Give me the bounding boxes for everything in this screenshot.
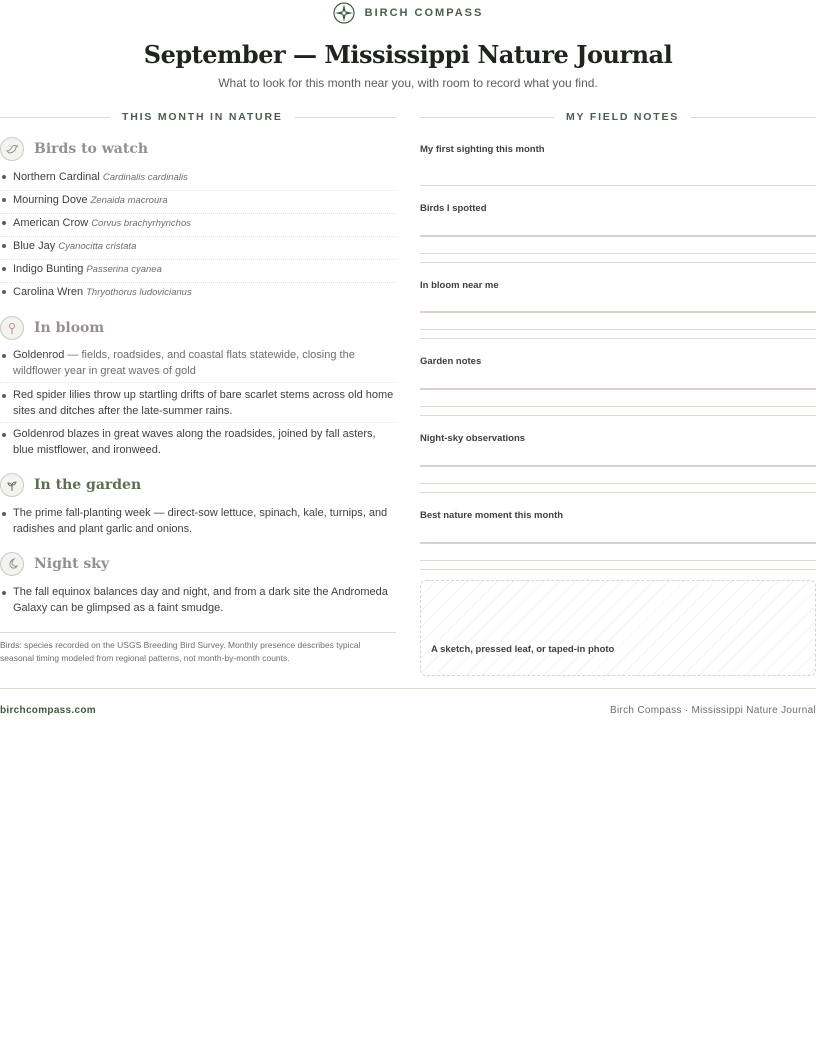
write-line[interactable]: [420, 542, 816, 544]
write-line[interactable]: [420, 492, 816, 493]
write-line[interactable]: [420, 311, 816, 313]
bird-latin: Thryothorus ludovicianus: [86, 287, 192, 298]
footnote: Birds: species recorded on the USGS Breeding Bird Survey. Monthly presence describes typical seasonal timing modeled from regional patterns, not month-by-month counts.: [0, 632, 396, 665]
field-birds-spotted: [420, 198, 816, 216]
night-title: Night sky: [34, 556, 110, 572]
page-title: September — Mississippi Nature Journal: [143, 40, 673, 69]
bird-item: [0, 237, 396, 260]
bird-name: American Crow: [13, 217, 89, 229]
field-label: My first sighting this month: [420, 144, 545, 155]
garden-title: In the garden: [34, 477, 142, 493]
compass-icon: [333, 2, 355, 24]
bloom-item: Red spider lilies throw up startling drifts of bare scarlet stems across old home sites and ditches after the late-summer rains.: [0, 387, 396, 423]
nature-section-heading: [0, 110, 396, 124]
write-line[interactable]: [420, 388, 816, 390]
night-heading: [0, 551, 396, 577]
brand-name: BIRCH COMPASS: [364, 7, 484, 19]
write-line[interactable]: [420, 338, 816, 339]
bird-latin: Passerina cyanea: [86, 264, 162, 275]
nature-section-label: THIS MONTH IN NATURE: [122, 111, 283, 123]
field-night-sky: [420, 428, 816, 446]
bird-latin: Zenaida macroura: [90, 195, 168, 206]
bird-name: Mourning Dove: [13, 194, 88, 206]
bird-latin: Corvus brachyrhynchos: [91, 218, 191, 229]
field-first-sighting: [420, 139, 816, 157]
footer-site-link[interactable]: birchcompass.com: [0, 705, 96, 716]
write-line[interactable]: [420, 560, 816, 561]
write-line[interactable]: [420, 415, 816, 416]
bird-item: [0, 168, 396, 191]
field-in-bloom: [420, 275, 816, 293]
bird-icon: [0, 137, 24, 161]
bloom-heading: [0, 315, 396, 341]
write-line[interactable]: [420, 569, 816, 570]
footer-divider: [0, 688, 816, 689]
bloom-detail: — fields, roadsides, and coastal flats statewide, closing the wildflower year in great waves of gold: [13, 349, 355, 377]
bird-name: Indigo Bunting: [13, 263, 84, 275]
bloom-item: [0, 347, 396, 383]
write-line[interactable]: [420, 235, 816, 237]
bird-item: [0, 283, 396, 306]
field-label: Birds I spotted: [420, 203, 487, 214]
field-label: Garden notes: [420, 356, 482, 367]
footer-credit: Birch Compass · Mississippi Nature Journal: [610, 705, 816, 716]
night-item: The fall equinox balances day and night, and from a dark site the Andromeda Galaxy can be glimpsed as a faint smudge.: [0, 584, 396, 618]
flower-icon: [0, 316, 24, 340]
bird-item: [0, 260, 396, 283]
write-line[interactable]: [420, 483, 816, 484]
write-line[interactable]: [420, 329, 816, 330]
write-line[interactable]: [420, 406, 816, 407]
bloom-item: Goldenrod blazes in great waves along the roadsides, joined by fall asters, blue mistflower, and ironweed.: [0, 426, 396, 460]
write-line[interactable]: [420, 253, 816, 254]
sketch-label: A sketch, pressed leaf, or taped-in photo: [431, 644, 615, 655]
bird-item: [0, 191, 396, 214]
bird-latin: Cyanocitta cristata: [58, 241, 137, 252]
birds-title: Birds to watch: [34, 141, 149, 157]
moon-icon: [0, 552, 24, 576]
field-best-moment: [420, 505, 816, 523]
bird-name: Blue Jay: [13, 240, 56, 252]
bloom-lead: Goldenrod: [13, 349, 65, 361]
notes-section-label: MY FIELD NOTES: [566, 111, 680, 123]
brand-header: [0, 2, 816, 24]
field-label: In bloom near me: [420, 280, 499, 291]
bird-item: [0, 214, 396, 237]
bird-latin: Cardinalis cardinalis: [102, 172, 188, 183]
field-label: Night-sky observations: [420, 433, 526, 444]
page-subtitle: What to look for this month near you, with room to record what you find.: [218, 76, 598, 90]
write-line[interactable]: [420, 465, 816, 467]
field-garden-notes: [420, 351, 816, 369]
field-label: Best nature moment this month: [420, 510, 564, 521]
bird-name: Carolina Wren: [13, 286, 84, 298]
sprout-icon: [0, 473, 24, 497]
garden-heading: [0, 472, 396, 498]
birds-heading: [0, 136, 396, 162]
notes-section-heading: [420, 110, 816, 124]
sketch-box[interactable]: [420, 580, 816, 676]
write-line[interactable]: [420, 185, 816, 186]
write-line[interactable]: [420, 262, 816, 263]
bloom-title: In bloom: [34, 320, 105, 336]
bird-name: Northern Cardinal: [13, 171, 100, 183]
garden-item: The prime fall-planting week — direct-sow lettuce, spinach, kale, turnips, and radishes and plant garlic and onions.: [0, 505, 396, 539]
